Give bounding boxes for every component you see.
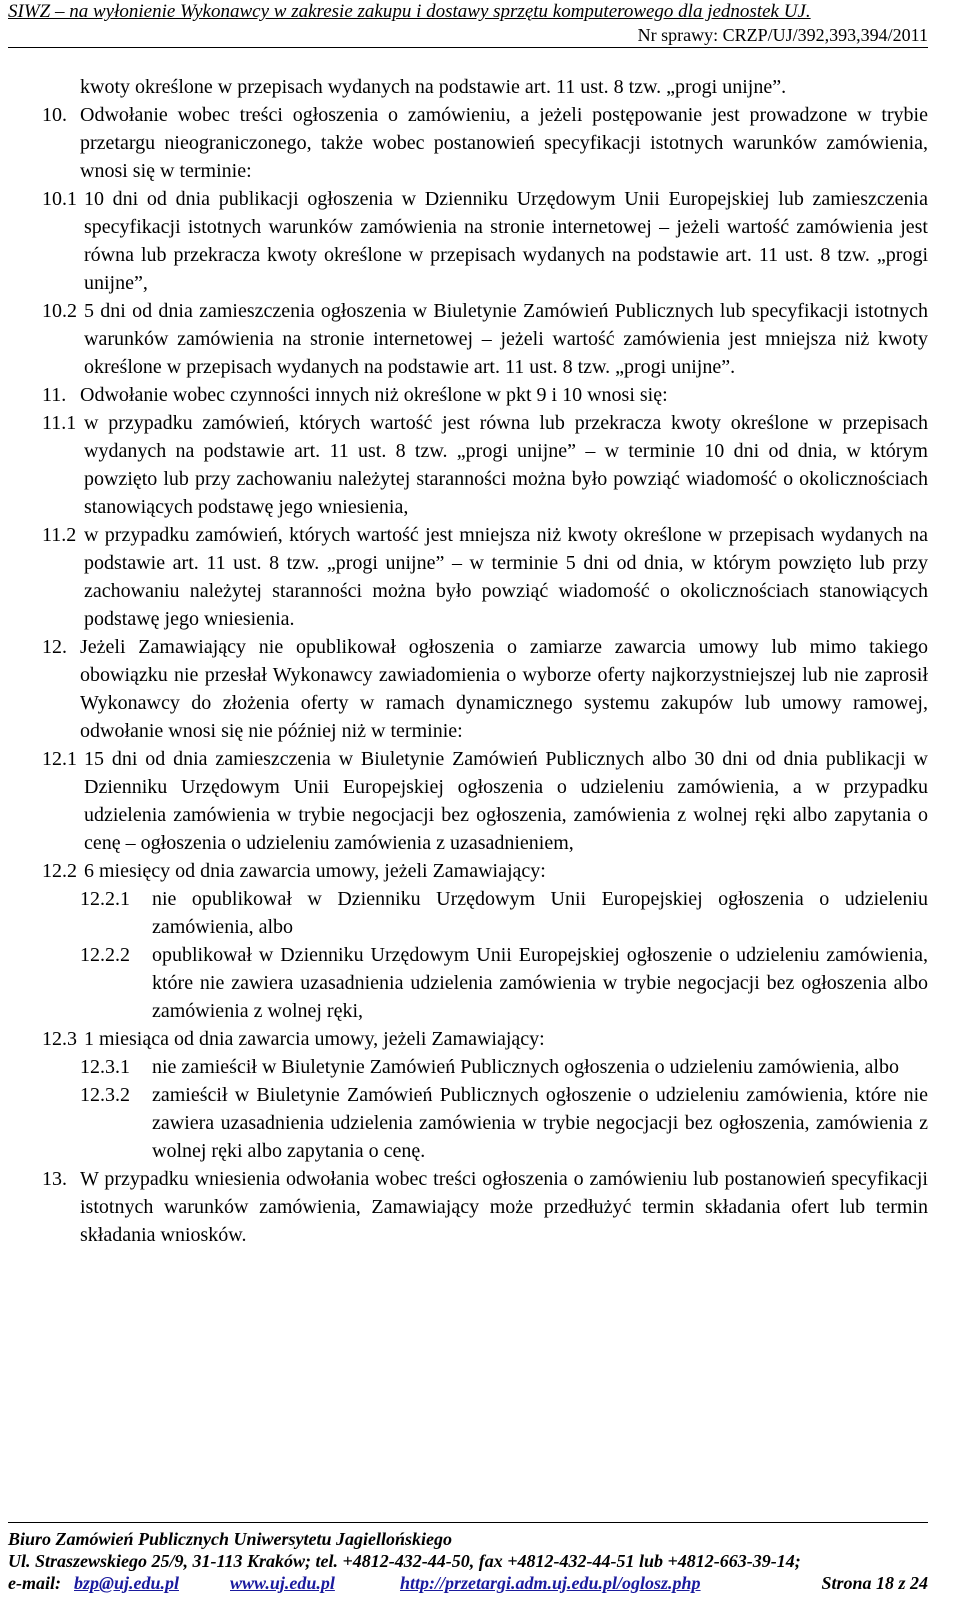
paragraph-10-2 — [42, 297, 928, 381]
footer-organization: Biuro Zamówień Publicznych Uniwersytetu Jagiellońskiego — [8, 1529, 453, 1549]
header-divider — [8, 47, 928, 48]
paragraph-text: w przypadku zamówień, których wartość jest mniejsza niż kwoty określone w przepisach wydanych na podstawie art. 11 ust. 8 tzw. „progi unijne” – w terminie 5 dni od dnia, w którym powzięto lub przy zachowaniu należytej staranności można było powziąć wiadomość o okolicznościach stanowiących podstawę jego wniesienia. — [84, 524, 928, 630]
paragraph-number: 10.1 — [42, 188, 77, 210]
paragraph-13 — [42, 1165, 928, 1249]
paragraph-text: nie opublikował w Dzienniku Urzędowym Unii Europejskiej ogłoszenia o udzieleniu zamówienia, albo — [152, 888, 928, 938]
footer-address: Ul. Straszewskiego 25/9, 31-113 Kraków; tel. +4812-432-44-50, fax +4812-432-44-51 lub +4812-663-39-14; — [8, 1551, 801, 1571]
paragraph-text: Odwołanie wobec czynności innych niż określone w pkt 9 i 10 wnosi się: — [80, 384, 668, 406]
paragraph-text: W przypadku wniesienia odwołania wobec treści ogłoszenia o zamówieniu lub postanowień specyfikacji istotnych warunków zamówienia, Zamawiający może przedłużyć termin składania ofert lub termin składania wniosków. — [80, 1168, 928, 1246]
paragraph-text: 10 dni od dnia publikacji ogłoszenia w Dzienniku Urzędowym Unii Europejskiej lub zamieszczenia specyfikacji istotnych warunków zamówienia na stronie internetowej – jeżeli wartość zamówienia jest równa lub przekracza kwoty określone w przepisach wydanych na podstawie art. 11 ust. 8 tzw. „progi unijne”, — [84, 188, 928, 294]
footer-divider — [8, 1522, 928, 1523]
paragraph-text: w przypadku zamówień, których wartość jest równa lub przekracza kwoty określone w przepisach wydanych na podstawie art. 11 ust. 8 tzw. „progi unijne” – w terminie 10 dni od dnia, w którym powzięto lub przy zachowaniu należytej staranności można było powziąć wiadomość o okolicznościach stanowiących podstawę jego wniesienia, — [84, 412, 928, 518]
case-number: Nr sprawy: CRZP/UJ/392,393,394/2011 — [637, 25, 928, 45]
paragraph-12-2 — [42, 857, 928, 885]
email-label: e-mail: — [8, 1573, 61, 1593]
paragraph-number: 12.2.1 — [80, 888, 130, 910]
paragraph-number: 11.2 — [42, 524, 77, 546]
paragraph-text: Jeżeli Zamawiający nie opublikował ogłoszenia o zamiarze zawarcia umowy lub mimo takiego obowiązku nie przesłał Wykonawcy zawiadomienia o wyborze oferty najkorzystniejszej lub nie zaprosił Wykonawcy do złożenia oferty w ramach dynamicznego systemu zakupów lub umowy ramowej, odwołanie wnosi się nie później niż w terminie: — [80, 636, 928, 742]
email-link[interactable]: bzp@uj.edu.pl — [74, 1573, 179, 1593]
paragraph-text: Odwołanie wobec treści ogłoszenia o zamówieniu, a jeżeli postępowanie jest prowadzone w trybie przetargu nieograniczonego, także wobec postanowień specyfikacji istotnych warunków zamówienia, wnosi się w terminie: — [80, 104, 928, 182]
paragraph-number: 12.3 — [42, 1028, 77, 1050]
paragraph-continuation — [42, 73, 928, 101]
document-body — [42, 73, 928, 1249]
paragraph-text: 6 miesięcy od dnia zawarcia umowy, jeżeli Zamawiający: — [84, 860, 546, 882]
page-number: Strona 18 z 24 — [821, 1573, 928, 1593]
paragraph-number: 12. — [42, 636, 67, 658]
paragraph-11-1 — [42, 409, 928, 521]
paragraph-12-3-2 — [80, 1081, 928, 1165]
paragraph-text: 15 dni od dnia zamieszczenia w Biuletynie Zamówień Publicznych albo 30 dni od dnia publikacji w Dzienniku Urzędowym Unii Europejskiej ogłoszenia o udzieleniu zamówienia, a w przypadku udzielenia zamówienia w trybie negocjacji bez ogłoszenia, zamówienia z wolnej ręki albo zapytania o cenę – ogłoszenia o udzieleniu zamówienia z uzasadnieniem, — [84, 748, 928, 854]
paragraph-12 — [42, 633, 928, 745]
paragraph-12-3-1 — [80, 1053, 928, 1081]
paragraph-11-2 — [42, 521, 928, 633]
paragraph-number: 10.2 — [42, 300, 77, 322]
paragraph-number: 12.3.2 — [80, 1084, 130, 1106]
paragraph-number: 12.2 — [42, 860, 77, 882]
paragraph-text: 1 miesiąca od dnia zawarcia umowy, jeżeli Zamawiający: — [84, 1028, 545, 1050]
paragraph-text: zamieścił w Biuletynie Zamówień Publicznych ogłoszenie o udzieleniu zamówienia, które nie zawiera uzasadnienia udzielenia zamówienia w trybie negocjacji bez ogłoszenia, zamówienia z wolnej ręki albo zapytania o cenę. — [152, 1084, 928, 1162]
paragraph-number: 10. — [42, 104, 67, 126]
website-link[interactable]: www.uj.edu.pl — [230, 1573, 335, 1593]
tender-link[interactable]: http://przetargi.adm.uj.edu.pl/oglosz.php — [400, 1573, 701, 1593]
paragraph-number: 11.1 — [42, 412, 77, 434]
paragraph-text: opublikował w Dzienniku Urzędowym Unii Europejskiej ogłoszenie o udzieleniu zamówienia, które nie zawiera uzasadnienia udzielenia zamówienia w trybie negocjacji bez ogłoszenia albo zamówienia z wolnej ręki, — [152, 944, 928, 1022]
paragraph-text: nie zamieścił w Biuletynie Zamówień Publicznych ogłoszenia o udzieleniu zamówienia, albo — [152, 1056, 899, 1078]
paragraph-number: 13. — [42, 1168, 67, 1190]
paragraph-text: 5 dni od dnia zamieszczenia ogłoszenia w Biuletynie Zamówień Publicznych lub specyfikacji istotnych warunków zamówienia na stronie internetowej – jeżeli wartość zamówienia jest mniejsza niż kwoty określone w przepisach wydanych na podstawie art. 11 ust. 8 tzw. „progi unijne”. — [84, 300, 928, 378]
paragraph-11 — [42, 381, 928, 409]
paragraph-number: 12.3.1 — [80, 1056, 130, 1078]
paragraph-10 — [42, 101, 928, 185]
paragraph-10-1 — [42, 185, 928, 297]
paragraph-number: 12.2.2 — [80, 944, 130, 966]
paragraph-12-1 — [42, 745, 928, 857]
paragraph-text: kwoty określone w przepisach wydanych na podstawie art. 11 ust. 8 tzw. „progi unijne”. — [80, 76, 787, 98]
paragraph-number: 11. — [42, 384, 67, 406]
paragraph-12-2-2 — [80, 941, 928, 1025]
paragraph-number: 12.1 — [42, 748, 77, 770]
paragraph-12-2-1 — [80, 885, 928, 941]
document-title: SIWZ – na wyłonienie Wykonawcy w zakresie zakupu i dostawy sprzętu komputerowego dla jednostek UJ. — [8, 1, 811, 22]
paragraph-12-3 — [42, 1025, 928, 1053]
